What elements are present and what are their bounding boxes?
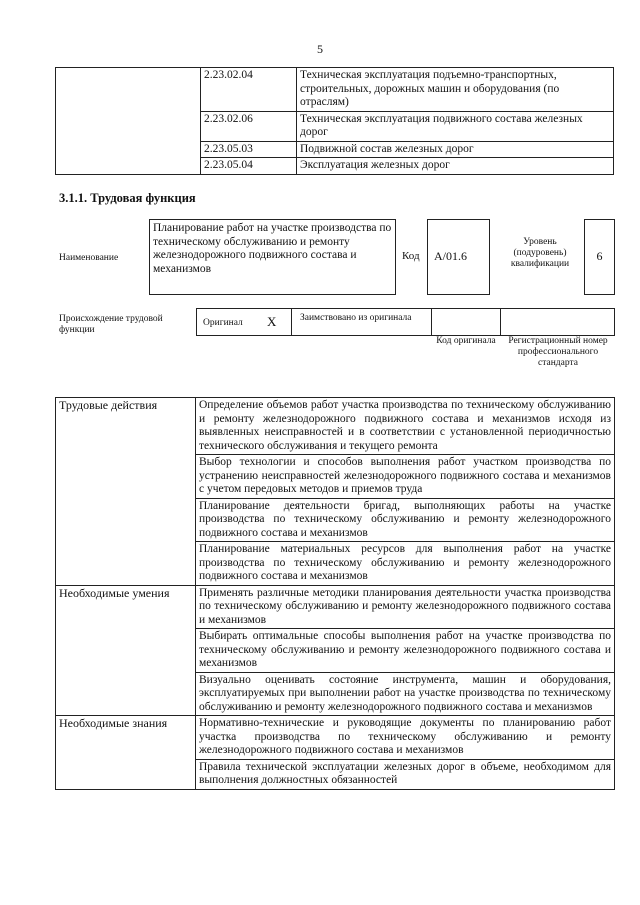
category-label: Необходимые умения: [56, 585, 196, 716]
table-row: [56, 398, 615, 455]
table-row: [56, 585, 615, 629]
registration-number-box: [500, 308, 615, 336]
specialty-code: 2.23.02.04: [201, 68, 297, 112]
table-row: [56, 716, 615, 760]
original-label: Оригинал: [203, 318, 243, 328]
table-cell: Выбирать оптимальные способы выполнения работ на участке производства по техническому обслуживанию и ремонту железнодорожного подвижного состава и механизмов: [196, 629, 615, 673]
code-label: Код: [402, 250, 420, 262]
borrowed-label: Заимствовано из оригинала: [300, 313, 412, 323]
table-cell: Нормативно-технические и руководящие документы по планированию работ участка производства по техническому обслуживанию и ремонту железнодорожного подвижного состава и механизмов: [196, 716, 615, 760]
level-label: Уровень (подуровень) квалификации: [510, 237, 570, 269]
table-cell: Планирование деятельности бригад, выполняющих работы на участке производства по техническому обслуживанию и ремонту железнодорожного подвижного состава и механизмов: [196, 498, 615, 542]
name-label: Наименование: [59, 253, 119, 263]
table-cell: Определение объемов работ участка производства по техническому обслуживанию и ремонту железнодорожного подвижного состава и механизмов исходя из выявленных неисправностей и в соответствии с установленной периодичностью технического обслуживания и текущего ремонта: [196, 398, 615, 455]
table-cell: Правила технической эксплуатации железных дорог в объеме, необходимом для выполнения должностных обязанностей: [196, 759, 615, 789]
specialty-table: [55, 67, 614, 175]
registration-caption: Регистрационный номер профессионального стандарта: [508, 336, 608, 368]
borrowed-box: [291, 308, 432, 336]
section-title: 3.1.1. Трудовая функция: [59, 191, 196, 205]
empty-cell: [56, 68, 201, 175]
specialty-code: 2.23.05.03: [201, 141, 297, 158]
original-code-box: [431, 308, 501, 336]
table-cell: Визуально оценивать состояние инструмента, машин и оборудования, эксплуатируемых при выполнении работ на участке производства по техническому обслуживанию и ремонту железнодорожного подвижного состава и механизмов: [196, 672, 615, 716]
table-cell: Планирование материальных ресурсов для выполнения работ на участке производства по техническому обслуживанию и ремонту железнодорожного подвижного состава и механизмов: [196, 542, 615, 586]
specialty-name: Эксплуатация железных дорог: [297, 158, 614, 175]
original-mark: X: [267, 314, 277, 329]
specialty-name: Подвижной состав железных дорог: [297, 141, 614, 158]
table-cell: Выбор технологии и способов выполнения работ участком производства по устранению неисправностей железнодорожного подвижного состава и механизмов с учетом передовых методов и приемов труда: [196, 455, 615, 499]
function-code-box: А/01.6: [427, 219, 490, 295]
specialty-name: Техническая эксплуатация подъемно-транспортных, строительных, дорожных машин и оборудования (по отраслям): [297, 68, 614, 112]
code-caption: Код оригинала: [436, 336, 496, 346]
table-cell: Применять различные методики планирования деятельности участка производства по техническому обслуживанию и ремонту железнодорожного подвижного состава и механизмов: [196, 585, 615, 629]
specialty-name: Техническая эксплуатация подвижного состава железных дорог: [297, 111, 614, 141]
function-details-table: [55, 397, 615, 790]
original-box: [196, 308, 292, 336]
level-value-box: 6: [584, 219, 615, 295]
page-number: 5: [317, 42, 323, 56]
origin-label: Происхождение трудовой функции: [59, 314, 163, 335]
function-name-box: Планирование работ на участке производства по техническому обслуживанию и ремонту железнодорожного подвижного состава и механизмов: [149, 219, 396, 295]
specialty-code: 2.23.05.04: [201, 158, 297, 175]
category-label: Необходимые знания: [56, 716, 196, 790]
specialty-code: 2.23.02.06: [201, 111, 297, 141]
category-label: Трудовые действия: [56, 398, 196, 586]
table-row: [56, 68, 614, 112]
